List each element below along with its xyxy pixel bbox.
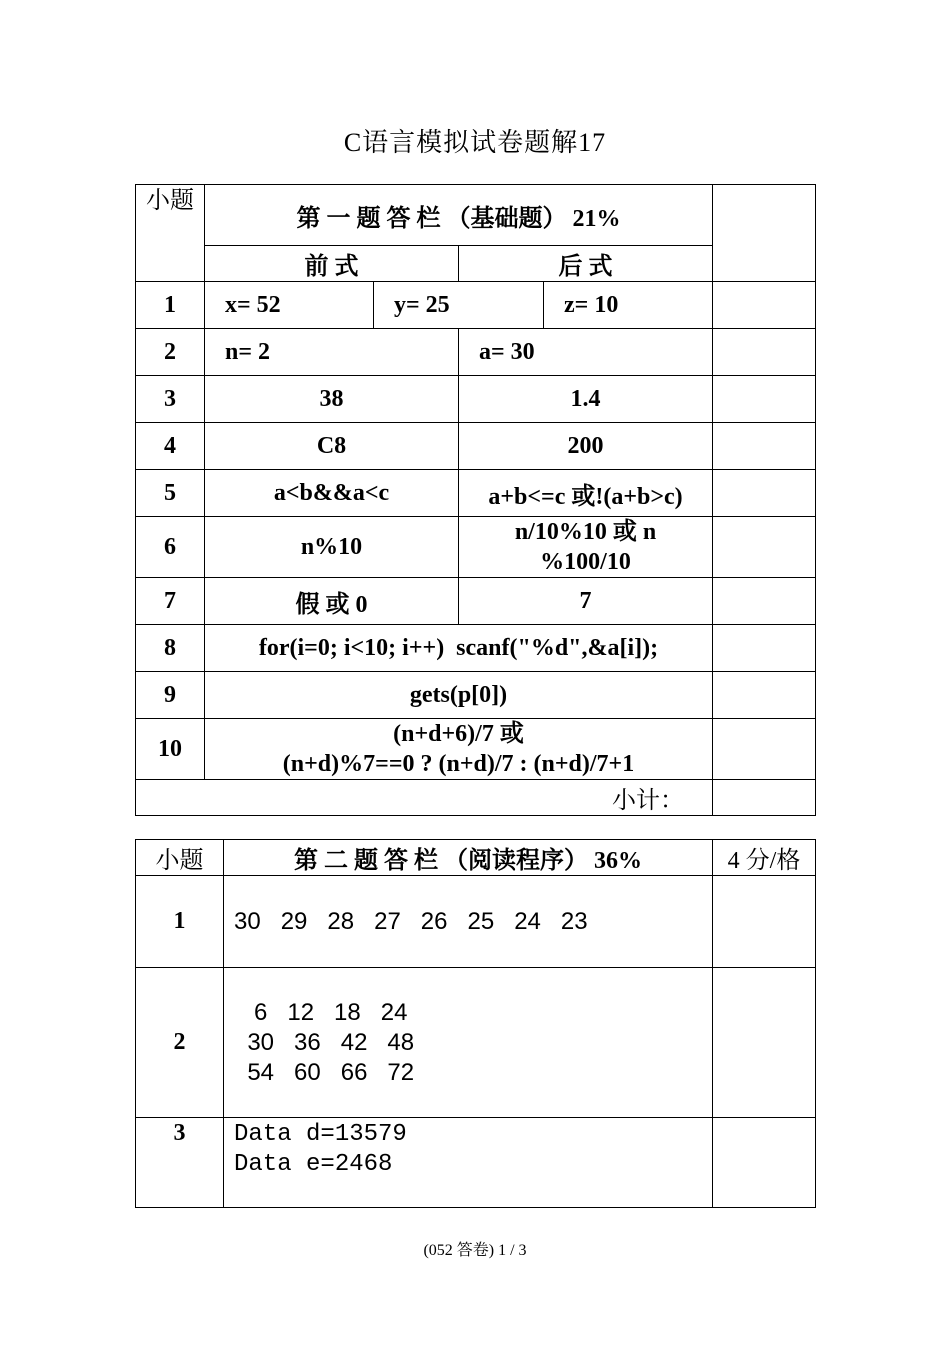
answer-cell (224, 876, 713, 968)
table-row (136, 282, 816, 329)
answer-output: 6 12 18 24 30 36 42 48 54 60 66 72 (247, 998, 415, 1086)
answer-cell: for(i=0; i<10; i++) scanf("%d",&a[i]); (205, 625, 713, 672)
table-row (136, 423, 816, 470)
score-cell (713, 672, 816, 719)
col-header-qianshi: 前 式 (205, 246, 459, 282)
answer-cell: n= 2 (205, 329, 459, 376)
table-row (136, 876, 816, 968)
table-row (136, 1118, 816, 1208)
page-title: C语言模拟试卷题解17 (343, 128, 607, 157)
section1-answer-table (135, 184, 816, 816)
col-header-houshi: 后 式 (459, 246, 713, 282)
answer-cell: z= 10 (544, 282, 713, 329)
answer-cell: a= 30 (459, 329, 713, 376)
score-cell (713, 282, 816, 329)
answer-line: n/10%10 或 n (514, 519, 657, 545)
section2-answer-table (135, 839, 816, 1208)
score-cell (713, 423, 816, 470)
row-number: 10 (136, 719, 205, 780)
table-row (136, 329, 816, 376)
answer-output: Data d=13579 Data e=2468 (234, 1121, 407, 1178)
table-row (136, 470, 816, 517)
table-row (136, 376, 816, 423)
answer-cell (224, 1118, 713, 1208)
subtotal-score-cell (713, 780, 816, 816)
table-row (136, 968, 816, 1118)
score-cell (713, 329, 816, 376)
section1-header: 第 一 题 答 栏 （基础题） 21% (205, 185, 713, 246)
row-number: 1 (136, 876, 224, 968)
table-row (136, 672, 816, 719)
answer-cell: x= 52 (205, 282, 374, 329)
answer-line: %100/10 (540, 549, 631, 575)
table-row (136, 625, 816, 672)
row-number: 1 (136, 282, 205, 329)
answer-line: (n+d)%7==0 ? (n+d)/7 : (n+d)/7+1 (282, 751, 635, 777)
section2-header: 第 二 题 答 栏 （阅读程序） 36% (224, 840, 713, 876)
answer-cell: 1.4 (459, 376, 713, 423)
row-number: 8 (136, 625, 205, 672)
row-number: 7 (136, 578, 205, 625)
score-cell (713, 470, 816, 517)
answer-output: 30 29 28 27 26 25 24 23 (234, 907, 588, 935)
answer-cell: a+b<=c 或!(a+b>c) (459, 470, 713, 517)
answer-cell: 假 或 0 (205, 578, 459, 625)
score-cell (713, 1118, 816, 1208)
row-number: 2 (136, 968, 224, 1118)
answer-cell: a<b&&a<c (205, 470, 459, 517)
row-number: 6 (136, 517, 205, 578)
row-number: 4 (136, 423, 205, 470)
row-number: 9 (136, 672, 205, 719)
answer-cell (459, 517, 713, 578)
answer-cell: gets(p[0]) (205, 672, 713, 719)
score-cell (713, 876, 816, 968)
subtotal-label: 小计： (136, 780, 713, 816)
answer-cell: n%10 (205, 517, 459, 578)
score-cell (713, 719, 816, 780)
table-row (136, 719, 816, 780)
answer-cell: y= 25 (374, 282, 544, 329)
answer-cell (205, 719, 713, 780)
score-cell (713, 185, 816, 282)
answer-cell: 38 (205, 376, 459, 423)
score-cell (713, 376, 816, 423)
answer-cell: C8 (205, 423, 459, 470)
score-cell (713, 578, 816, 625)
row-number: 3 (136, 1118, 224, 1208)
answer-cell: 7 (459, 578, 713, 625)
answer-cell: 200 (459, 423, 713, 470)
col-header-xiaoti: 小题 (136, 185, 205, 282)
table-row (136, 578, 816, 625)
table-row (136, 517, 816, 578)
score-label: 4 分/格 (713, 840, 816, 876)
col-header-xiaoti: 小题 (136, 840, 224, 876)
row-number: 2 (136, 329, 205, 376)
page-footer: (052 答卷) 1 / 3 (423, 1242, 527, 1259)
row-number: 3 (136, 376, 205, 423)
answer-line: (n+d+6)/7 或 (393, 721, 524, 747)
answer-cell (224, 968, 713, 1118)
score-cell (713, 625, 816, 672)
score-cell (713, 968, 816, 1118)
row-number: 5 (136, 470, 205, 517)
score-cell (713, 517, 816, 578)
